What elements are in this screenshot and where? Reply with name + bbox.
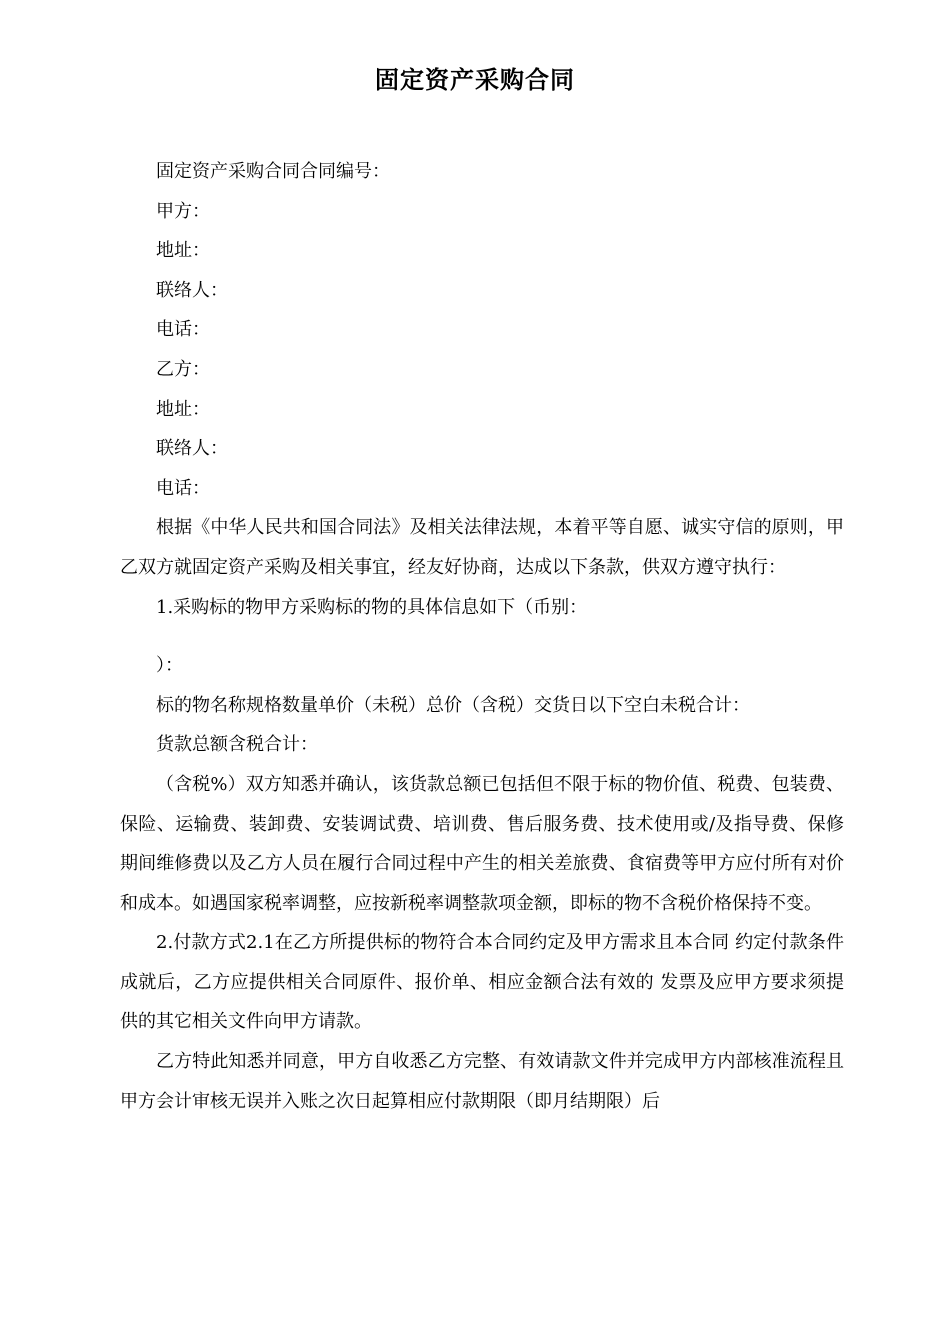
document-body <box>120 152 844 1121</box>
party-b-address-line: 地址： <box>156 398 210 420</box>
document-title: 固定资产采购合同 <box>375 65 575 94</box>
party-b-line: 乙方： <box>156 358 210 380</box>
party-a-line: 甲方： <box>156 200 210 222</box>
party-b-contact-line: 联络人： <box>156 438 228 460</box>
party-b-phone-line: 电话： <box>156 477 210 499</box>
party-a-address-line: 地址： <box>156 240 210 262</box>
total-amount-line: 货款总额含税合计： <box>156 734 318 756</box>
party-a-phone-line: 电话： <box>156 319 210 341</box>
currency-close-line: ）： <box>156 655 183 677</box>
party-a-contact-line: 联络人： <box>156 279 228 301</box>
blank-line <box>120 627 844 646</box>
item-table-header-line: 标的物名称规格数量单价（未税）总价（含税）交货日以下空白未税合计： <box>156 694 750 716</box>
tax-inclusion-paragraph: （含税%）双方知悉并确认，该货款总额已包括但不限于标的物价值、税费、包装费、保险、运输费、装卸费、安装调试费、培训费、售后服务费、技术使用或/及指导费、保修期间维修费以及乙方人员在履行合同过程中产生的相关差旅费、食宿费等甲方应付所有对价和成本。如遇国家税率调整，应按新税率调整款项金额，即标的物不含税价格保持不变。 <box>120 773 844 914</box>
contract-number-line: 固定资产采购合同合同编号： <box>156 161 390 182</box>
clause-1-paragraph: 1.采购标的物甲方采购标的物的具体信息如下（币别： <box>156 596 588 618</box>
clause-2-paragraph: 2.付款方式2.1在乙方所提供标的物符合本合同约定及甲方需求且本合同 约定付款条件成就后，乙方应提供相关合同原件、报价单、相应金额合法有效的 发票及应甲方要求须提供的其它相关文件向甲方请款。 <box>120 932 844 1033</box>
preamble-paragraph: 根据《中华人民共和国合同法》及相关法律法规，本着平等自愿、诚实守信的原则，甲乙双方就固定资产采购及相关事宜，经友好协商，达成以下条款，供双方遵守执行： <box>120 517 844 578</box>
payment-term-paragraph: 乙方特此知悉并同意，甲方自收悉乙方完整、有效请款文件并完成甲方内部核准流程且甲方会计审核无误并入账之次日起算相应付款期限（即月结期限）后 <box>120 1051 844 1112</box>
